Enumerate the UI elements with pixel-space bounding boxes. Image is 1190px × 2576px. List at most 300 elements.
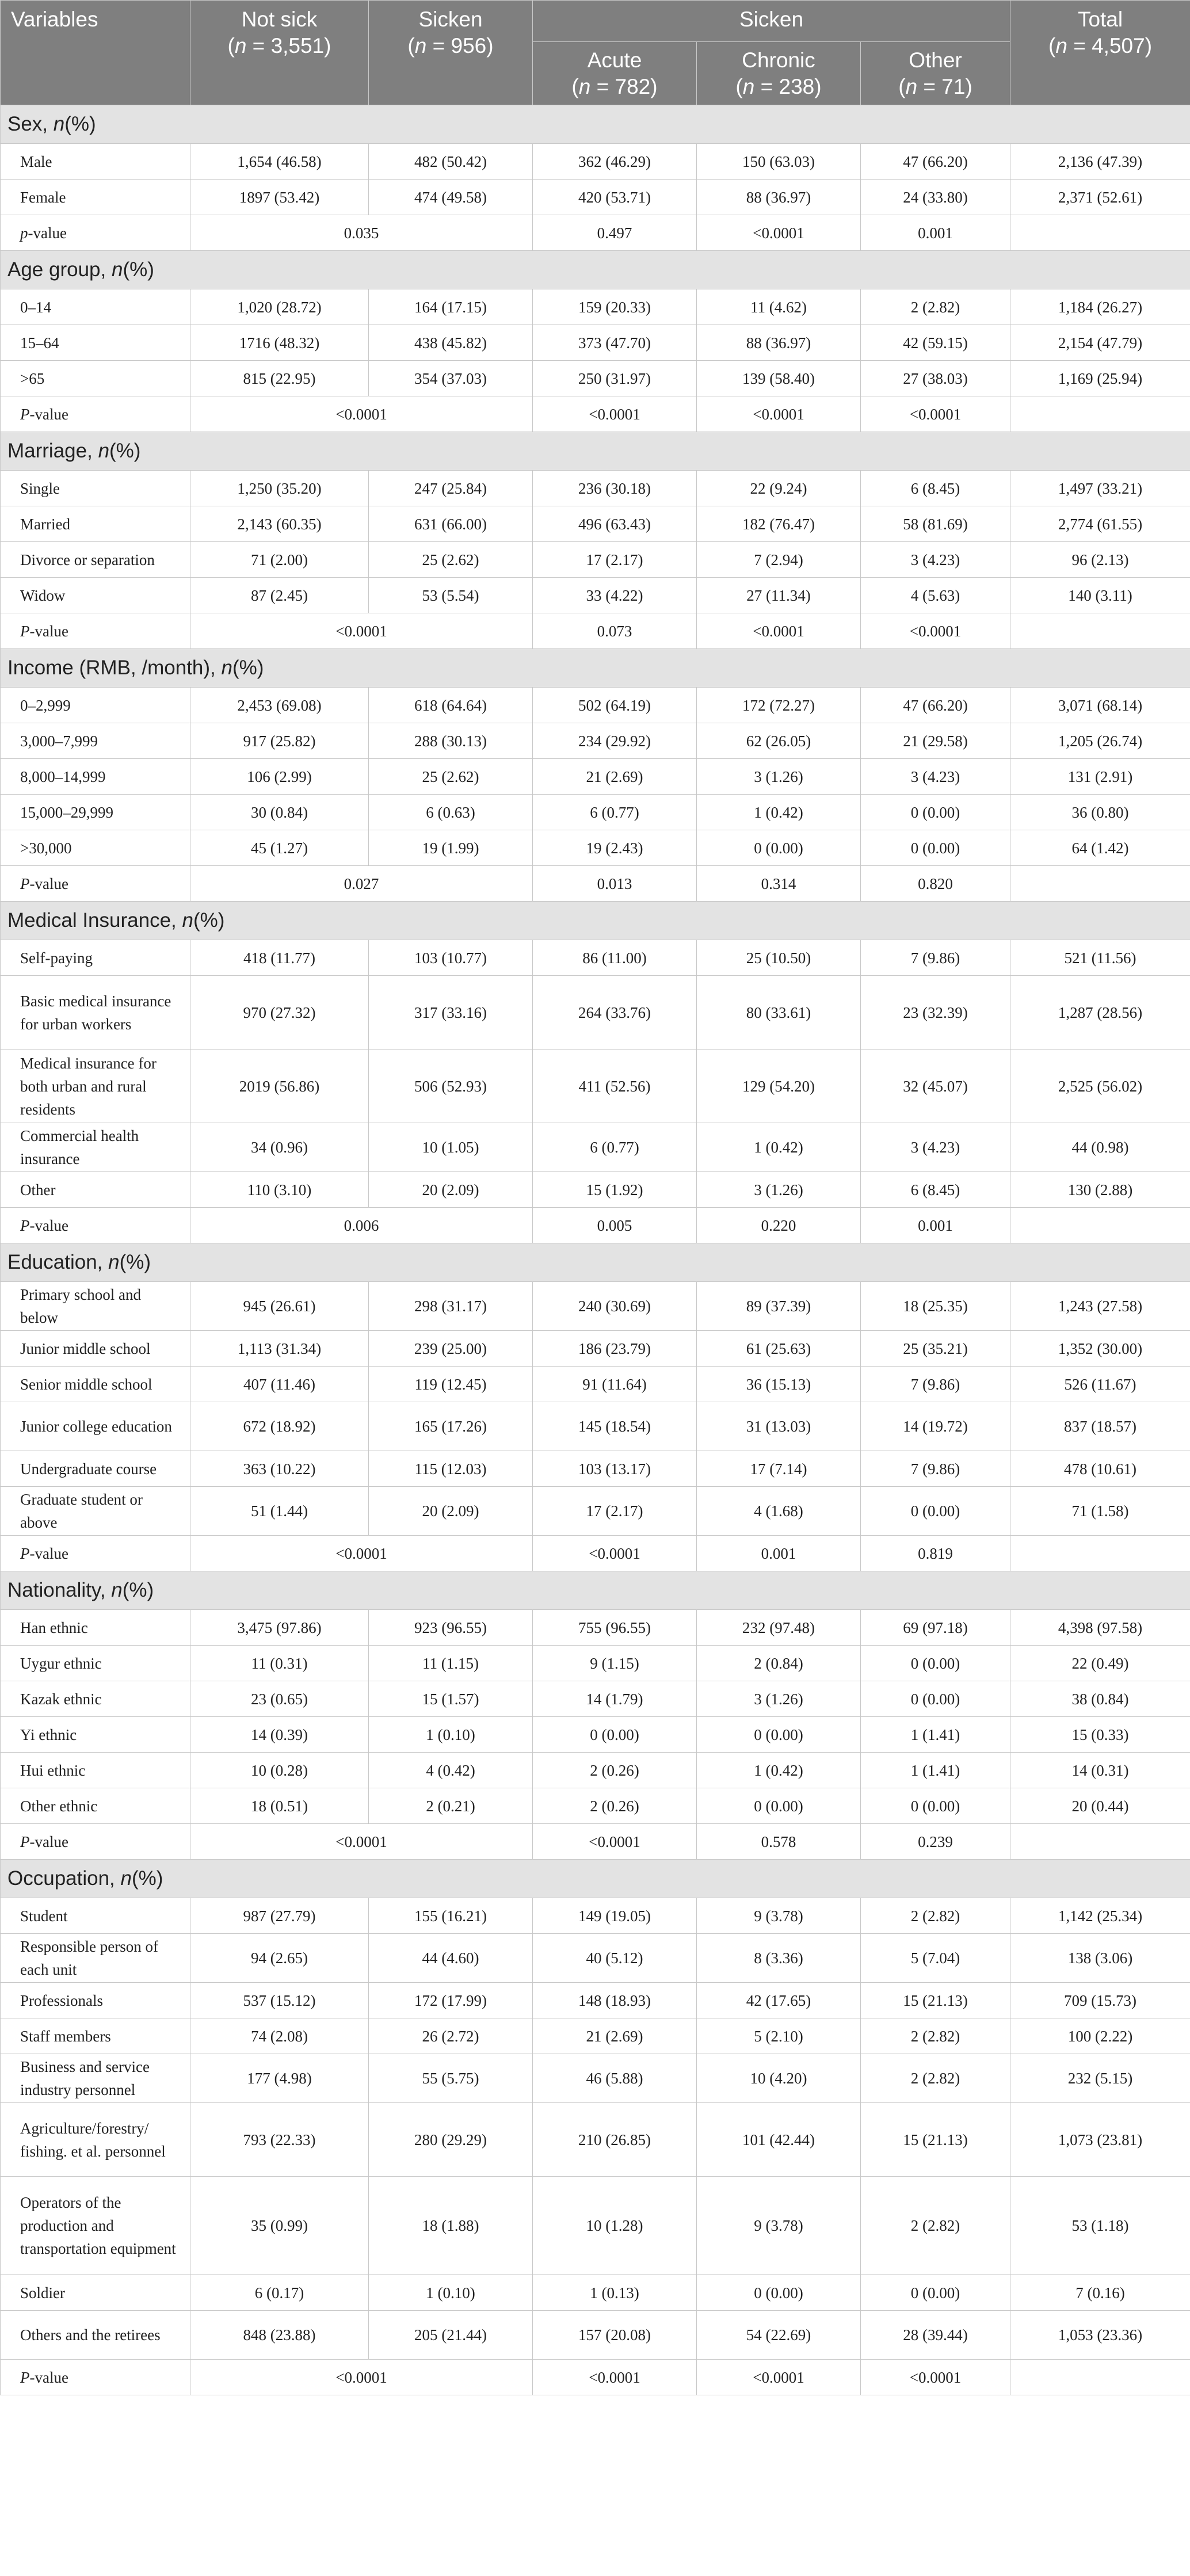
row-label: Junior middle school (1, 1331, 190, 1367)
table-row (1, 830, 1190, 866)
pvalue-other: <0.0001 (861, 613, 1010, 649)
cell-not-sick: 1,654 (46.58) (190, 144, 369, 180)
cell-chronic: 27 (11.34) (697, 578, 861, 613)
header-acute-label: Acute (587, 48, 642, 72)
cell-sicken: 115 (12.03) (369, 1451, 533, 1487)
cell-chronic: 101 (42.44) (697, 2103, 861, 2177)
cell-sicken: 103 (10.77) (369, 940, 533, 976)
cell-acute: 373 (47.70) (533, 325, 697, 361)
table-row (1, 2054, 1190, 2103)
cell-not-sick: 407 (11.46) (190, 1367, 369, 1402)
pvalue-total-empty (1010, 866, 1190, 902)
cell-total: 2,774 (61.55) (1010, 506, 1190, 542)
cell-chronic: 36 (15.13) (697, 1367, 861, 1402)
pvalue-row (1, 215, 1190, 251)
pvalue-acute: 0.005 (533, 1208, 697, 1243)
row-label: 15,000–29,999 (1, 795, 190, 830)
cell-chronic: 9 (3.78) (697, 2177, 861, 2275)
pvalue-row (1, 1208, 1190, 1243)
pvalue-label: P-value (1, 396, 190, 432)
cell-total: 138 (3.06) (1010, 1934, 1190, 1983)
header-sicken-n: (n = 956) (407, 34, 494, 58)
cell-acute: 236 (30.18) (533, 471, 697, 506)
cell-chronic: 17 (7.14) (697, 1451, 861, 1487)
table-row (1, 325, 1190, 361)
pvalue-chronic: <0.0001 (697, 613, 861, 649)
row-label: Widow (1, 578, 190, 613)
cell-other: 0 (0.00) (861, 795, 1010, 830)
cell-total: 2,525 (56.02) (1010, 1050, 1190, 1123)
cell-acute: 40 (5.12) (533, 1934, 697, 1983)
table-row (1, 1451, 1190, 1487)
pvalue-main: 0.035 (190, 215, 533, 251)
row-label: >65 (1, 361, 190, 396)
cell-acute: 33 (4.22) (533, 578, 697, 613)
table-row (1, 1367, 1190, 1402)
pvalue-main: 0.027 (190, 866, 533, 902)
row-label: Senior middle school (1, 1367, 190, 1402)
pvalue-acute: 0.073 (533, 613, 697, 649)
table-row (1, 759, 1190, 795)
cell-other: 2 (2.82) (861, 289, 1010, 325)
cell-acute: 103 (13.17) (533, 1451, 697, 1487)
cell-sicken: 155 (16.21) (369, 1898, 533, 1934)
cell-other: 3 (4.23) (861, 542, 1010, 578)
cell-chronic: 22 (9.24) (697, 471, 861, 506)
row-label: Commercial health insurance (1, 1123, 190, 1172)
header-chronic-label: Chronic (742, 48, 815, 72)
cell-acute: 496 (63.43) (533, 506, 697, 542)
header-other (861, 42, 1010, 105)
cell-other: 0 (0.00) (861, 1681, 1010, 1717)
cell-chronic: 25 (10.50) (697, 940, 861, 976)
cell-other: 47 (66.20) (861, 144, 1010, 180)
header-acute-n: (n = 782) (571, 74, 658, 98)
cell-chronic: 139 (58.40) (697, 361, 861, 396)
cell-sicken: 25 (2.62) (369, 759, 533, 795)
cell-total: 2,136 (47.39) (1010, 144, 1190, 180)
cell-chronic: 89 (37.39) (697, 1282, 861, 1331)
cell-total: 22 (0.49) (1010, 1646, 1190, 1681)
cell-acute: 149 (19.05) (533, 1898, 697, 1934)
table-row (1, 1681, 1190, 1717)
pvalue-label: P-value (1, 1536, 190, 1571)
cell-chronic: 3 (1.26) (697, 1172, 861, 1208)
cell-not-sick: 1897 (53.42) (190, 180, 369, 215)
row-label: Staff members (1, 2018, 190, 2054)
cell-other: 2 (2.82) (861, 2177, 1010, 2275)
cell-sicken: 354 (37.03) (369, 361, 533, 396)
row-label: Business and service industry personnel (1, 2054, 190, 2103)
cell-chronic: 31 (13.03) (697, 1402, 861, 1451)
header-total (1010, 1, 1190, 105)
cell-other: 6 (8.45) (861, 471, 1010, 506)
cell-acute: 6 (0.77) (533, 1123, 697, 1172)
cell-chronic: 4 (1.68) (697, 1487, 861, 1536)
row-label: Student (1, 1898, 190, 1934)
cell-other: 32 (45.07) (861, 1050, 1010, 1123)
row-label: Primary school and below (1, 1282, 190, 1331)
cell-not-sick: 970 (27.32) (190, 976, 369, 1050)
cell-total: 2,371 (52.61) (1010, 180, 1190, 215)
table-row (1, 1983, 1190, 2018)
cell-not-sick: 3,475 (97.86) (190, 1610, 369, 1646)
cell-not-sick: 10 (0.28) (190, 1753, 369, 1788)
row-label: Uygur ethnic (1, 1646, 190, 1681)
pvalue-total-empty (1010, 2360, 1190, 2395)
cell-total: 1,073 (23.81) (1010, 2103, 1190, 2177)
cell-sicken: 25 (2.62) (369, 542, 533, 578)
pvalue-main: <0.0001 (190, 1536, 533, 1571)
category-title: Sex, n(%) (1, 105, 1190, 144)
cell-total: 20 (0.44) (1010, 1788, 1190, 1824)
pvalue-label: p-value (1, 215, 190, 251)
cell-chronic: 54 (22.69) (697, 2311, 861, 2360)
table-row (1, 144, 1190, 180)
cell-sicken: 923 (96.55) (369, 1610, 533, 1646)
row-label: Junior college education (1, 1402, 190, 1451)
row-label: Female (1, 180, 190, 215)
pvalue-main: <0.0001 (190, 396, 533, 432)
header-acute (533, 42, 697, 105)
cell-other: 28 (39.44) (861, 2311, 1010, 2360)
cell-chronic: 1 (0.42) (697, 1123, 861, 1172)
cell-sicken: 631 (66.00) (369, 506, 533, 542)
table-row (1, 361, 1190, 396)
pvalue-other: <0.0001 (861, 396, 1010, 432)
cell-total: 15 (0.33) (1010, 1717, 1190, 1753)
cell-sicken: 506 (52.93) (369, 1050, 533, 1123)
cell-not-sick: 35 (0.99) (190, 2177, 369, 2275)
cell-total: 1,497 (33.21) (1010, 471, 1190, 506)
cell-acute: 145 (18.54) (533, 1402, 697, 1451)
cell-chronic: 88 (36.97) (697, 325, 861, 361)
pvalue-row (1, 1536, 1190, 1571)
cell-acute: 0 (0.00) (533, 1717, 697, 1753)
cell-total: 1,053 (23.36) (1010, 2311, 1190, 2360)
cell-other: 24 (33.80) (861, 180, 1010, 215)
category-title: Marriage, n(%) (1, 432, 1190, 471)
cell-acute: 148 (18.93) (533, 1983, 697, 2018)
cell-sicken: 618 (64.64) (369, 688, 533, 723)
row-label: Undergraduate course (1, 1451, 190, 1487)
row-label: Yi ethnic (1, 1717, 190, 1753)
header-not-sick (190, 1, 369, 105)
cell-sicken: 247 (25.84) (369, 471, 533, 506)
table-row (1, 1717, 1190, 1753)
cell-not-sick: 2,453 (69.08) (190, 688, 369, 723)
cell-total: 140 (3.11) (1010, 578, 1190, 613)
pvalue-row (1, 2360, 1190, 2395)
table-row (1, 1282, 1190, 1331)
cell-not-sick: 2019 (56.86) (190, 1050, 369, 1123)
row-label: 15–64 (1, 325, 190, 361)
table-header (1, 1, 1190, 105)
row-label: Others and the retirees (1, 2311, 190, 2360)
table-row (1, 723, 1190, 759)
cell-not-sick: 18 (0.51) (190, 1788, 369, 1824)
cell-other: 21 (29.58) (861, 723, 1010, 759)
cell-acute: 14 (1.79) (533, 1681, 697, 1717)
row-label: Han ethnic (1, 1610, 190, 1646)
cell-sicken: 4 (0.42) (369, 1753, 533, 1788)
cell-acute: 2 (0.26) (533, 1788, 697, 1824)
table-row (1, 1753, 1190, 1788)
row-label: 0–2,999 (1, 688, 190, 723)
cell-sicken: 20 (2.09) (369, 1487, 533, 1536)
cell-chronic: 42 (17.65) (697, 1983, 861, 2018)
cell-sicken: 20 (2.09) (369, 1172, 533, 1208)
table-row (1, 795, 1190, 830)
cell-total: 7 (0.16) (1010, 2275, 1190, 2311)
cell-other: 27 (38.03) (861, 361, 1010, 396)
cell-total: 837 (18.57) (1010, 1402, 1190, 1451)
category-title: Age group, n(%) (1, 251, 1190, 289)
cell-acute: 9 (1.15) (533, 1646, 697, 1681)
cell-other: 4 (5.63) (861, 578, 1010, 613)
cell-chronic: 3 (1.26) (697, 759, 861, 795)
cell-total: 100 (2.22) (1010, 2018, 1190, 2054)
pvalue-total-empty (1010, 396, 1190, 432)
cell-chronic: 8 (3.36) (697, 1934, 861, 1983)
cell-other: 69 (97.18) (861, 1610, 1010, 1646)
cell-not-sick: 6 (0.17) (190, 2275, 369, 2311)
category-title: Occupation, n(%) (1, 1860, 1190, 1898)
cell-acute: 1 (0.13) (533, 2275, 697, 2311)
cell-other: 7 (9.86) (861, 1451, 1010, 1487)
pvalue-label: P-value (1, 1208, 190, 1243)
row-label: Basic medical insurance for urban workers (1, 976, 190, 1050)
cell-acute: 420 (53.71) (533, 180, 697, 215)
cell-not-sick: 2,143 (60.35) (190, 506, 369, 542)
category-row (1, 251, 1190, 289)
cell-chronic: 7 (2.94) (697, 542, 861, 578)
pvalue-acute: <0.0001 (533, 396, 697, 432)
cell-chronic: 5 (2.10) (697, 2018, 861, 2054)
cell-sicken: 44 (4.60) (369, 1934, 533, 1983)
cell-sicken: 288 (30.13) (369, 723, 533, 759)
pvalue-acute: <0.0001 (533, 1536, 697, 1571)
cell-chronic: 80 (33.61) (697, 976, 861, 1050)
cell-other: 2 (2.82) (861, 1898, 1010, 1934)
pvalue-total-empty (1010, 1208, 1190, 1243)
cell-other: 2 (2.82) (861, 2054, 1010, 2103)
table-row (1, 506, 1190, 542)
header-variables: Variables (1, 1, 190, 105)
row-label: 0–14 (1, 289, 190, 325)
pvalue-main: 0.006 (190, 1208, 533, 1243)
pvalue-label: P-value (1, 1824, 190, 1860)
row-label: Responsible person of each unit (1, 1934, 190, 1983)
cell-other: 0 (0.00) (861, 830, 1010, 866)
table-row (1, 471, 1190, 506)
cell-sicken: 317 (33.16) (369, 976, 533, 1050)
row-label: Agriculture/forestry/ fishing. et al. personnel (1, 2103, 190, 2177)
cell-total: 71 (1.58) (1010, 1487, 1190, 1536)
cell-sicken: 53 (5.54) (369, 578, 533, 613)
row-label: 3,000–7,999 (1, 723, 190, 759)
cell-chronic: 1 (0.42) (697, 795, 861, 830)
row-label: Hui ethnic (1, 1753, 190, 1788)
cell-acute: 17 (2.17) (533, 542, 697, 578)
cell-sicken: 205 (21.44) (369, 2311, 533, 2360)
header-not-sick-label: Not sick (241, 7, 318, 31)
row-label: Operators of the production and transportation equipment (1, 2177, 190, 2275)
row-label: 8,000–14,999 (1, 759, 190, 795)
table-row (1, 1172, 1190, 1208)
pvalue-acute: <0.0001 (533, 1824, 697, 1860)
cell-other: 7 (9.86) (861, 940, 1010, 976)
cell-sicken: 164 (17.15) (369, 289, 533, 325)
table-row (1, 688, 1190, 723)
cell-acute: 15 (1.92) (533, 1172, 697, 1208)
cell-acute: 411 (52.56) (533, 1050, 697, 1123)
cell-sicken: 239 (25.00) (369, 1331, 533, 1367)
table-row (1, 1788, 1190, 1824)
cell-chronic: 9 (3.78) (697, 1898, 861, 1934)
table-row (1, 940, 1190, 976)
row-label: Soldier (1, 2275, 190, 2311)
header-other-label: Other (909, 48, 962, 72)
table-row (1, 2018, 1190, 2054)
cell-other: 7 (9.86) (861, 1367, 1010, 1402)
header-total-n: (n = 4,507) (1048, 34, 1153, 58)
cell-chronic: 1 (0.42) (697, 1753, 861, 1788)
cell-chronic: 10 (4.20) (697, 2054, 861, 2103)
cell-sicken: 11 (1.15) (369, 1646, 533, 1681)
row-label: Graduate student or above (1, 1487, 190, 1536)
cell-total: 1,142 (25.34) (1010, 1898, 1190, 1934)
cell-not-sick: 945 (26.61) (190, 1282, 369, 1331)
pvalue-other: <0.0001 (861, 2360, 1010, 2395)
cell-not-sick: 1,113 (31.34) (190, 1331, 369, 1367)
cell-not-sick: 87 (2.45) (190, 578, 369, 613)
header-total-label: Total (1077, 7, 1123, 31)
category-row (1, 1860, 1190, 1898)
pvalue-other: 0.820 (861, 866, 1010, 902)
table-row (1, 1646, 1190, 1681)
header-chronic (697, 42, 861, 105)
cell-acute: 362 (46.29) (533, 144, 697, 180)
cell-acute: 210 (26.85) (533, 2103, 697, 2177)
pvalue-total-empty (1010, 1536, 1190, 1571)
cell-sicken: 19 (1.99) (369, 830, 533, 866)
cell-other: 3 (4.23) (861, 759, 1010, 795)
cell-chronic: 0 (0.00) (697, 2275, 861, 2311)
cell-other: 0 (0.00) (861, 1487, 1010, 1536)
pvalue-main: <0.0001 (190, 1824, 533, 1860)
cell-not-sick: 45 (1.27) (190, 830, 369, 866)
table-row (1, 1402, 1190, 1451)
table-row (1, 289, 1190, 325)
cell-not-sick: 672 (18.92) (190, 1402, 369, 1451)
pvalue-other: 0.819 (861, 1536, 1010, 1571)
table-row (1, 1050, 1190, 1123)
cell-chronic: 62 (26.05) (697, 723, 861, 759)
header-chronic-n: (n = 238) (735, 74, 822, 98)
cell-not-sick: 1,020 (28.72) (190, 289, 369, 325)
cell-other: 5 (7.04) (861, 1934, 1010, 1983)
cell-chronic: 3 (1.26) (697, 1681, 861, 1717)
row-label: Kazak ethnic (1, 1681, 190, 1717)
cell-other: 0 (0.00) (861, 1646, 1010, 1681)
cell-chronic: 150 (63.03) (697, 144, 861, 180)
category-title: Nationality, n(%) (1, 1571, 1190, 1610)
pvalue-label: P-value (1, 613, 190, 649)
cell-not-sick: 793 (22.33) (190, 2103, 369, 2177)
cell-acute: 502 (64.19) (533, 688, 697, 723)
pvalue-row (1, 1824, 1190, 1860)
cell-sicken: 172 (17.99) (369, 1983, 533, 2018)
cell-other: 18 (25.35) (861, 1282, 1010, 1331)
pvalue-main: <0.0001 (190, 613, 533, 649)
cell-acute: 234 (29.92) (533, 723, 697, 759)
cell-not-sick: 51 (1.44) (190, 1487, 369, 1536)
table-row (1, 1123, 1190, 1172)
cell-sicken: 482 (50.42) (369, 144, 533, 180)
cell-acute: 159 (20.33) (533, 289, 697, 325)
cell-chronic: 129 (54.20) (697, 1050, 861, 1123)
header-sicken-label: Sicken (418, 7, 483, 31)
cell-not-sick: 177 (4.98) (190, 2054, 369, 2103)
pvalue-label: P-value (1, 866, 190, 902)
cell-total: 53 (1.18) (1010, 2177, 1190, 2275)
table-row (1, 976, 1190, 1050)
cell-other: 1 (1.41) (861, 1753, 1010, 1788)
cell-sicken: 165 (17.26) (369, 1402, 533, 1451)
pvalue-chronic: <0.0001 (697, 396, 861, 432)
table-row (1, 180, 1190, 215)
category-row (1, 1571, 1190, 1610)
row-label: Single (1, 471, 190, 506)
table-row (1, 2103, 1190, 2177)
cell-not-sick: 11 (0.31) (190, 1646, 369, 1681)
cell-total: 1,352 (30.00) (1010, 1331, 1190, 1367)
cell-chronic: 182 (76.47) (697, 506, 861, 542)
pvalue-chronic: 0.578 (697, 1824, 861, 1860)
cell-acute: 264 (33.76) (533, 976, 697, 1050)
pvalue-chronic: 0.314 (697, 866, 861, 902)
row-label: Medical insurance for both urban and rural residents (1, 1050, 190, 1123)
cell-sicken: 474 (49.58) (369, 180, 533, 215)
cell-chronic: 11 (4.62) (697, 289, 861, 325)
cell-total: 1,243 (27.58) (1010, 1282, 1190, 1331)
cell-acute: 21 (2.69) (533, 759, 697, 795)
cell-total: 478 (10.61) (1010, 1451, 1190, 1487)
cell-other: 15 (21.13) (861, 2103, 1010, 2177)
cell-not-sick: 30 (0.84) (190, 795, 369, 830)
pvalue-acute: 0.497 (533, 215, 697, 251)
row-label: >30,000 (1, 830, 190, 866)
cell-sicken: 1 (0.10) (369, 2275, 533, 2311)
cell-not-sick: 14 (0.39) (190, 1717, 369, 1753)
pvalue-chronic: <0.0001 (697, 2360, 861, 2395)
table-row (1, 2177, 1190, 2275)
cell-other: 25 (35.21) (861, 1331, 1010, 1367)
cell-not-sick: 23 (0.65) (190, 1681, 369, 1717)
cell-other: 3 (4.23) (861, 1123, 1010, 1172)
cell-total: 130 (2.88) (1010, 1172, 1190, 1208)
row-label: Male (1, 144, 190, 180)
cell-other: 15 (21.13) (861, 1983, 1010, 2018)
row-label: Self-paying (1, 940, 190, 976)
pvalue-chronic: 0.220 (697, 1208, 861, 1243)
cell-other: 47 (66.20) (861, 688, 1010, 723)
cell-other: 0 (0.00) (861, 2275, 1010, 2311)
cell-total: 64 (1.42) (1010, 830, 1190, 866)
cell-acute: 755 (96.55) (533, 1610, 697, 1646)
pvalue-chronic: <0.0001 (697, 215, 861, 251)
